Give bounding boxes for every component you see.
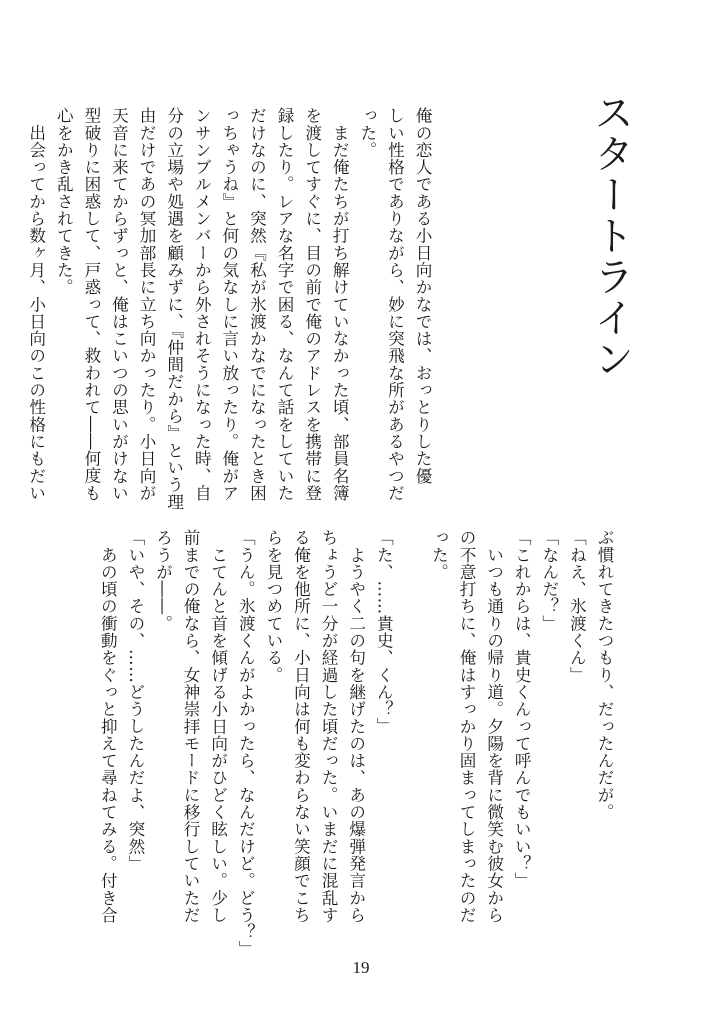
text-line: ようやく二の句を継げたのは、あの爆弾発言から <box>346 529 366 924</box>
text-line: った。 <box>357 107 377 159</box>
text-line: 「た、……貴史、くん？」 <box>374 529 394 735</box>
text-line: 「ねえ、氷渡くん」 <box>567 529 587 684</box>
text-line: る俺を他所に、小日向は何も変わらない笑顔でこち <box>291 529 311 924</box>
text-line: っちゃうね』と何の気なしに言い放ったり。俺がア <box>219 107 239 502</box>
text-line: 「うん。氷渡くんがよかったら、なんだけど。どう？」 <box>236 529 256 958</box>
text-line: ろうが――。 <box>153 529 173 632</box>
text-line: った。 <box>429 529 449 581</box>
text-line: ンサンブルメンバーから外されそうになった時、自 <box>192 107 212 502</box>
text-line: を渡してすぐに、目の前で俺のアドレスを携帯に登 <box>302 107 322 502</box>
text-line: 録したり。レアな名字で困る、なんて話をしていた <box>275 107 295 502</box>
text-line: 俺の恋人である小日向かなでは、おっとりした優 <box>413 107 432 485</box>
text-line: だけなのに、突然『私が氷渡かなでになったとき困 <box>247 107 267 502</box>
text-block-lower <box>98 529 618 958</box>
text-line: 分の立場や処遇を顧みずに、『仲間だから』という理 <box>164 107 184 511</box>
text-line: 心をかき乱されてきた。 <box>54 107 74 296</box>
text-line: 型破りに困惑して、戸惑って、救われて――何度も <box>81 107 101 502</box>
text-line: 出会ってから数ヶ月、小日向のこの性格にもだい <box>26 107 46 502</box>
text-line: 由だけであの冥加部長に立ち向かったり。小日向が <box>137 107 157 502</box>
text-line: ぶ慣れてきたつもり、だったんだが。 <box>595 529 614 821</box>
text-line: しい性格でありながら、妙に突飛な所があるやつだ <box>385 107 405 502</box>
text-line: ちょうど一分が経過した頃だった。いまだに混乱す <box>319 529 339 924</box>
text-line: まだ俺たちが打ち解けていなかった頃、部員名簿 <box>330 107 350 502</box>
text-line: 「なんだ？」 <box>539 529 559 632</box>
text-line: 前までの俺なら、女神崇拝モードに移行していただ <box>181 529 201 924</box>
text-line: 天音に来てからずっと、俺はこいつの思いがけない <box>109 107 129 502</box>
text-line: あの頃の衝動をぐっと抑えて尋ねてみる。付き合 <box>98 529 118 924</box>
text-line: 「いや、その、……どうしたんだよ、突然」 <box>125 529 145 872</box>
page-number: 19 <box>352 958 370 977</box>
text-line: の不意打ちに、俺はすっかり固まってしまったのだ <box>457 529 477 924</box>
text-line: らを見つめている。 <box>263 529 283 684</box>
text-line <box>397 529 425 929</box>
text-line: いつも通りの帰り道。夕陽を背に微笑む彼女から <box>484 529 504 924</box>
chapter-title: スタートライン <box>587 92 634 379</box>
text-block-upper <box>26 107 436 511</box>
text-line: こてんと首を傾げる小日向がひどく眩しい。少し <box>208 529 228 924</box>
text-line: 「これからは、貴史くんって呼んでもいい？」 <box>512 529 532 890</box>
